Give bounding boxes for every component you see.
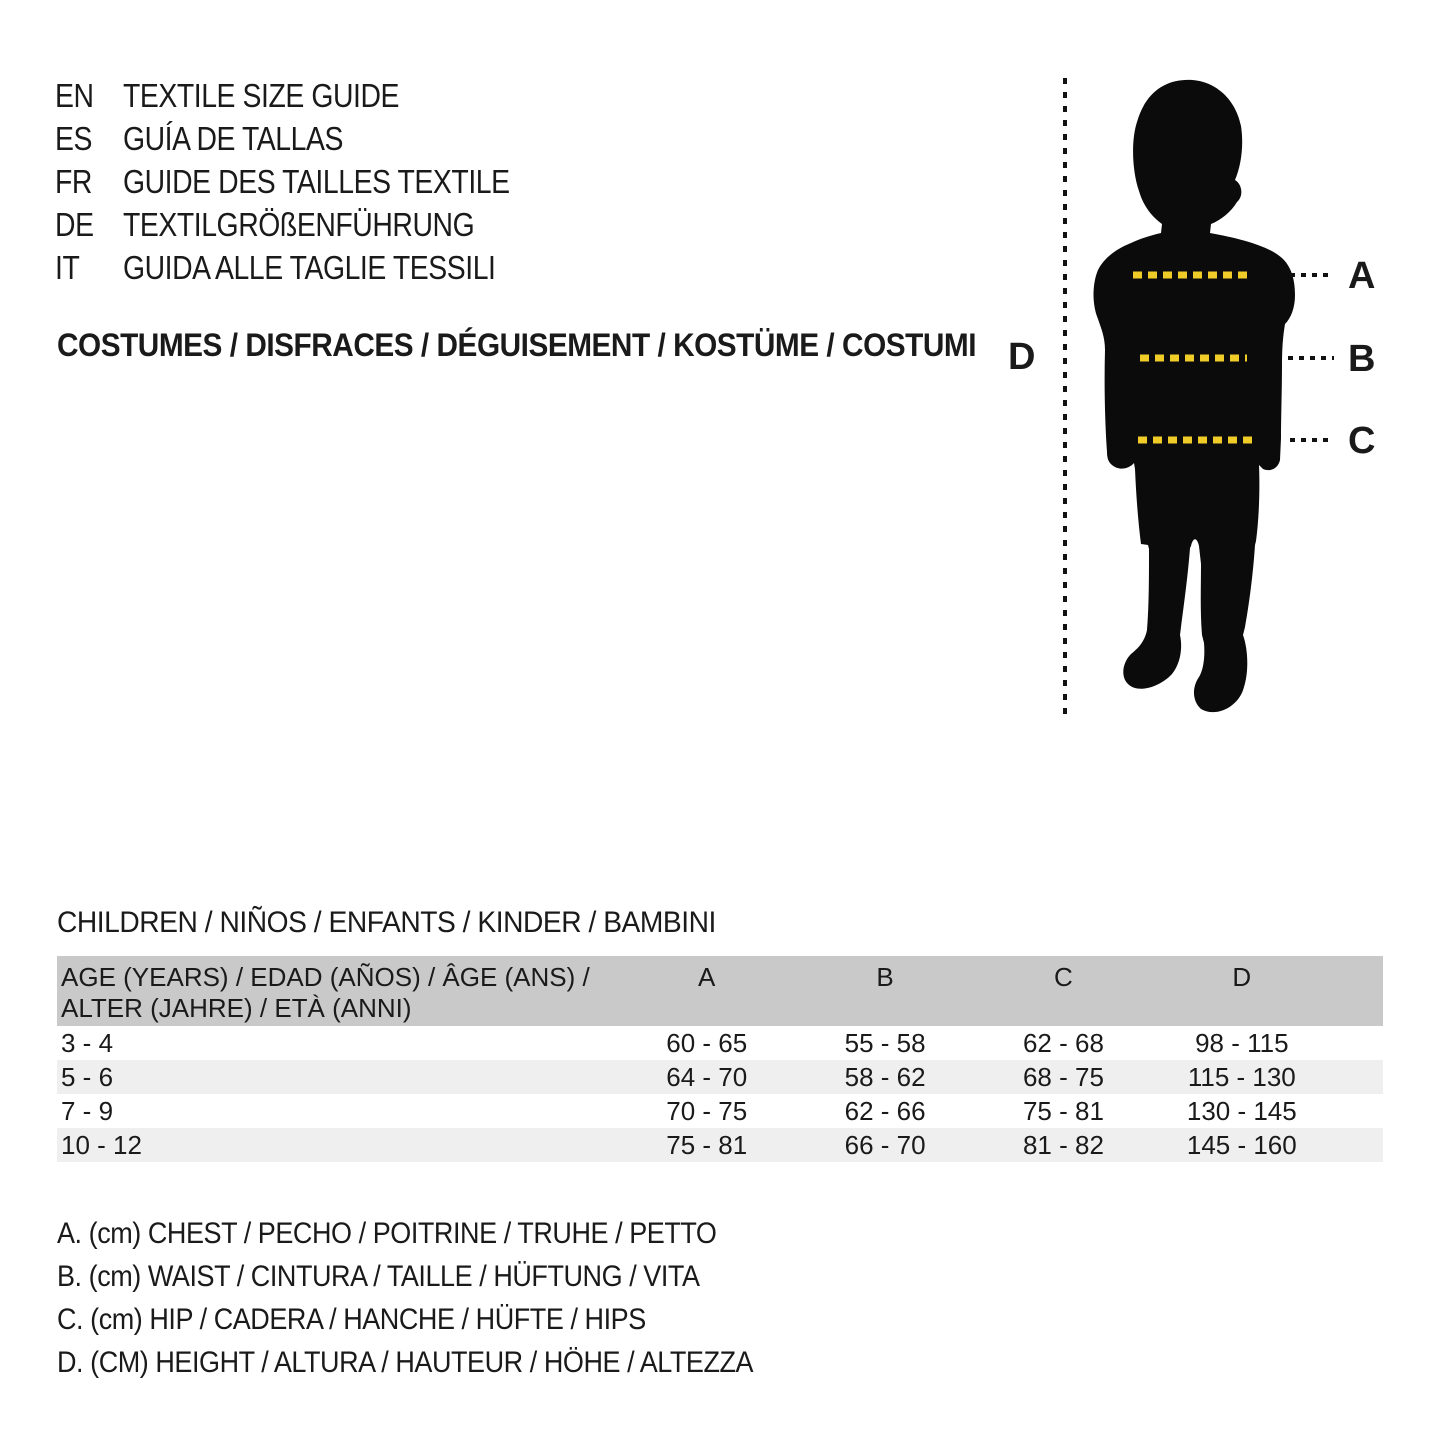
table-cell: 68 - 75 <box>1022 1061 1104 1092</box>
guide-title: GUÍA DE TALLAS <box>122 119 344 157</box>
language-row <box>55 160 510 203</box>
table-cell: 130 - 145 <box>1186 1095 1297 1126</box>
table-cell: 60 - 65 <box>666 1027 748 1058</box>
table-cell: 66 - 70 <box>844 1129 926 1160</box>
measurement-figure <box>990 70 1410 730</box>
table-row <box>57 1060 1383 1094</box>
table-cell: 62 - 66 <box>844 1095 926 1126</box>
age-cell: 10 - 12 <box>61 1129 142 1160</box>
guide-title: TEXTILGRÖßENFÜHRUNG <box>122 205 475 243</box>
column-header-b: B <box>876 962 894 992</box>
language-code: ES <box>55 119 93 157</box>
legend-line-waist: B. (cm) WAIST / CINTURA / TAILLE / HÜFTUNG / VITA <box>57 1259 700 1293</box>
language-code: DE <box>55 205 94 243</box>
legend-line-height: D. (CM) HEIGHT / ALTURA / HAUTEUR / HÖHE / ALTEZZA <box>57 1345 754 1379</box>
table-section-title: CHILDREN / NIÑOS / ENFANTS / KINDER / BAMBINI <box>57 906 716 939</box>
table-cell: 98 - 115 <box>1195 1027 1289 1058</box>
language-code: IT <box>55 248 80 286</box>
language-row <box>55 246 510 289</box>
age-cell: 7 - 9 <box>61 1095 114 1126</box>
language-row <box>55 203 510 246</box>
figure-label-d: D <box>1008 336 1036 378</box>
age-cell: 3 - 4 <box>61 1027 114 1058</box>
age-cell: 5 - 6 <box>61 1061 114 1092</box>
table-cell: 62 - 68 <box>1022 1027 1104 1058</box>
table-row <box>57 1094 1383 1128</box>
language-row <box>55 117 510 160</box>
table-cell: 75 - 81 <box>666 1129 748 1160</box>
table-row <box>57 1026 1383 1060</box>
age-column-header <box>57 956 618 1026</box>
column-header-a: A <box>698 962 716 992</box>
table-cell: 70 - 75 <box>666 1095 748 1126</box>
table-header-row <box>57 956 1383 1026</box>
column-header-c: C <box>1054 962 1073 992</box>
table-cell: 145 - 160 <box>1186 1129 1297 1160</box>
table-cell: 115 - 130 <box>1187 1061 1296 1092</box>
table-cell: 64 - 70 <box>666 1061 748 1092</box>
guide-title: TEXTILE SIZE GUIDE <box>122 76 400 114</box>
age-header-line1: AGE (YEARS) / EDAD (AÑOS) / ÂGE (ANS) / <box>61 962 590 992</box>
legend-line-chest: A. (cm) CHEST / PECHO / POITRINE / TRUHE / PETTO <box>57 1216 717 1250</box>
table-cell: 81 - 82 <box>1022 1129 1104 1160</box>
table-cell: 75 - 81 <box>1022 1095 1104 1126</box>
figure-label-c: C <box>1348 420 1376 462</box>
figure-label-a: A <box>1348 255 1376 297</box>
guide-title: GUIDE DES TAILLES TEXTILE <box>122 162 510 200</box>
language-row <box>55 74 510 117</box>
guide-title: GUIDA ALLE TAGLIE TESSILI <box>122 248 496 286</box>
age-header-line2: ALTER (JAHRE) / ETÀ (ANNI) <box>61 993 412 1023</box>
measurement-legend <box>57 1212 830 1384</box>
table-cell: 55 - 58 <box>844 1027 926 1058</box>
child-silhouette-diagram <box>990 70 1410 730</box>
language-code: EN <box>55 76 94 114</box>
table-row <box>57 1128 1383 1162</box>
figure-label-b: B <box>1348 338 1376 380</box>
child-silhouette-icon <box>1094 80 1296 712</box>
table-cell: 58 - 62 <box>844 1061 926 1092</box>
language-title-list <box>55 74 584 289</box>
size-table <box>57 956 1383 1162</box>
category-title: COSTUMES / DISFRACES / DÉGUISEMENT / KOSTÜME / COSTUMI <box>57 327 976 363</box>
legend-line-hip: C. (cm) HIP / CADERA / HANCHE / HÜFTE / HIPS <box>57 1302 646 1336</box>
language-code: FR <box>55 162 92 200</box>
column-header-d: D <box>1232 962 1252 992</box>
